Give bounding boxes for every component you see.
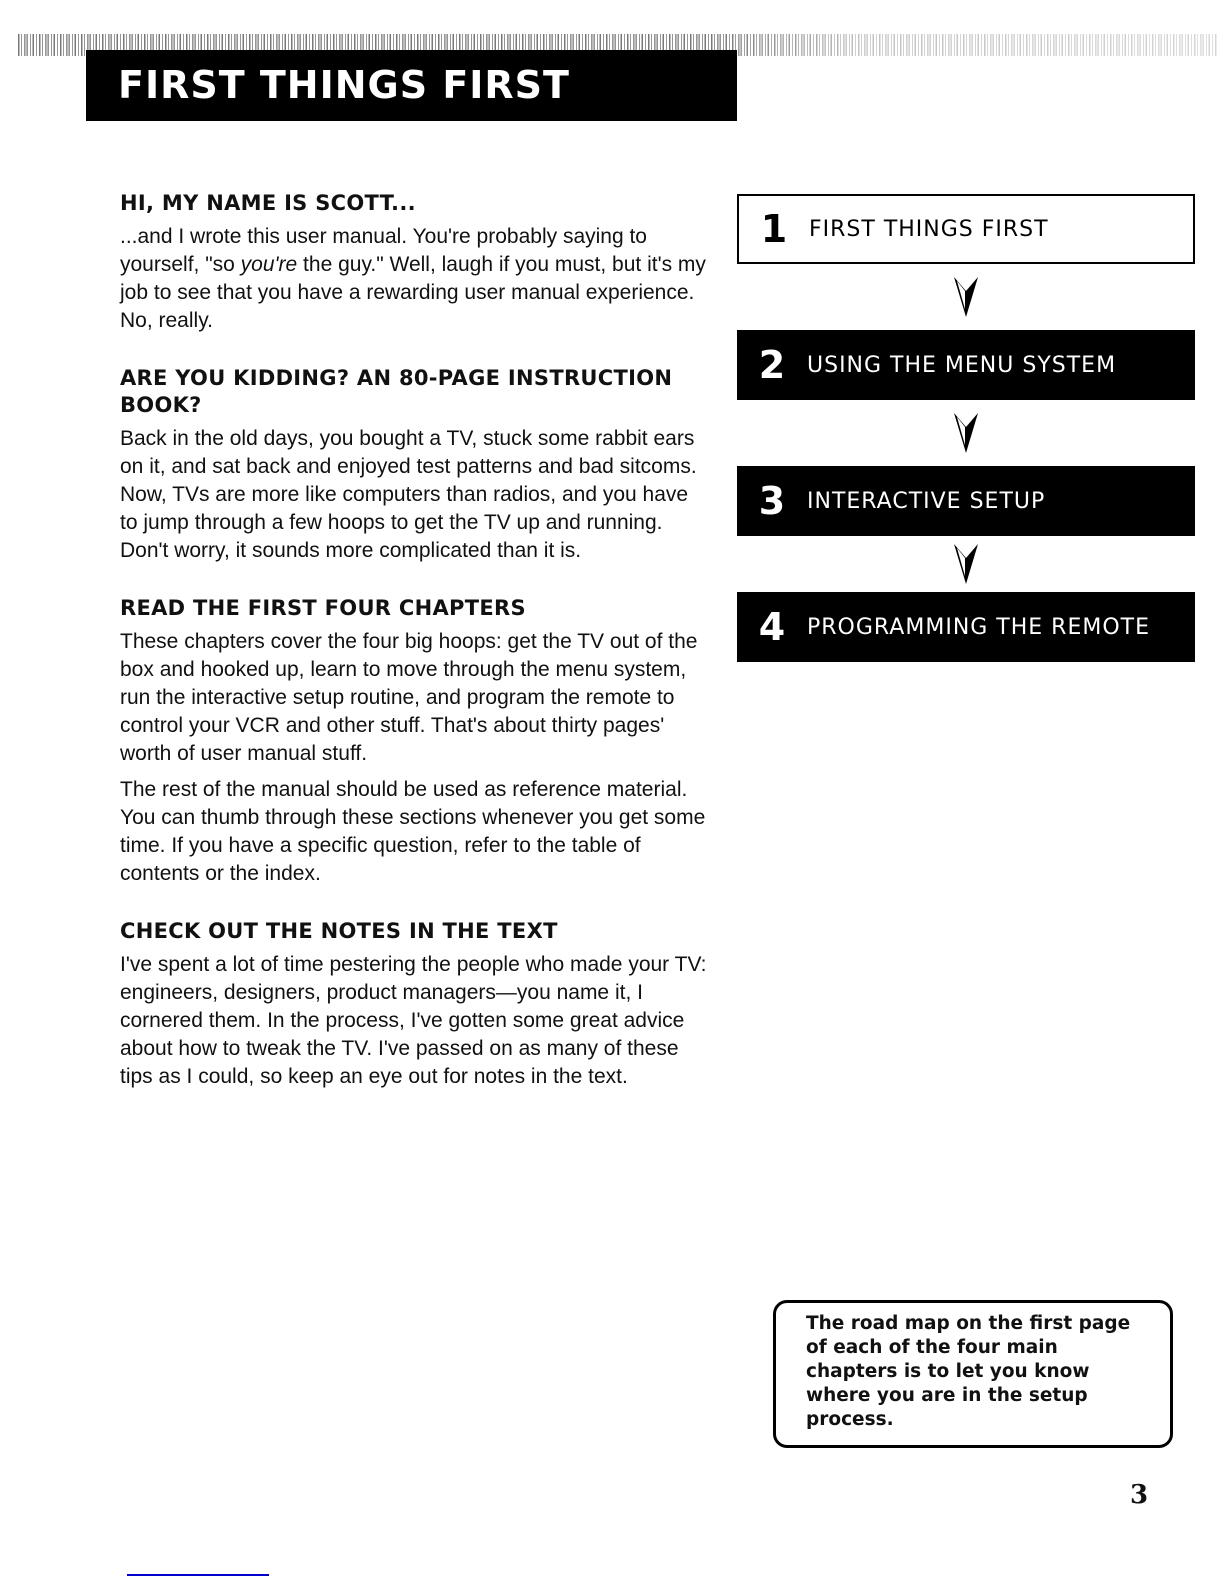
chapter-label: USING THE MENU SYSTEM — [807, 352, 1117, 378]
section-paragraph: Back in the old days, you bought a TV, stuck some rabbit ears on it, and sat back and enjoyed test patterns and bad sitcoms. Now, TVs are more like computers than radios, and you have to jump through a few hoops to get the TV up and running. Don't worry, it sounds more complicated than it is. — [120, 427, 697, 562]
roadmap-chapter-1 — [737, 194, 1195, 264]
section-paragraph: I've spent a lot of time pestering the people who made your TV: engineers, designers, product managers—you name it, I cornered them. In the process, I've gotten some great advice about how to tweak the TV. I've passed on as many of these tips as I could, so keep an eye out for notes in the text. — [120, 953, 707, 1088]
chapter-number: 1 — [760, 207, 788, 251]
section-heading: READ THE FIRST FOUR CHAPTERS — [120, 596, 526, 620]
section-paragraph: These chapters cover the four big hoops: get the TV out of the box and hooked up, learn to move through the menu system, run the interactive setup routine, and program the remote to control your VCR and other stuff. That's about thirty pages' worth of user manual stuff. — [120, 630, 698, 765]
note-text: The road map on the first page of each of the four main chapters is to let you know where you are in the setup process. — [806, 1313, 1131, 1430]
section-first-four — [120, 595, 710, 888]
body-column — [120, 190, 710, 1121]
section-paragraph: ...and I wrote this user manual. You're probably saying to yourself, "so you're the guy." Well, laugh if you must, but it's my job to see that you have a rewarding user manual experience. No, really. — [120, 225, 706, 332]
chapter-title-banner — [86, 50, 737, 121]
down-arrowhead-icon — [737, 400, 1195, 466]
section-80-page — [120, 365, 710, 565]
chapter-number: 4 — [758, 605, 786, 649]
page-title: FIRST THINGS FIRST — [118, 63, 570, 107]
section-heading: HI, MY NAME IS SCOTT... — [120, 191, 416, 215]
down-arrowhead-icon — [737, 264, 1195, 330]
section-heading: CHECK OUT THE NOTES IN THE TEXT — [120, 919, 558, 943]
chapter-label: INTERACTIVE SETUP — [807, 488, 1046, 514]
down-arrowhead-icon — [737, 536, 1195, 592]
chapter-label: PROGRAMMING THE REMOTE — [807, 614, 1151, 640]
footer-rule — [127, 1574, 269, 1576]
chapter-number: 3 — [758, 479, 786, 523]
chapter-number: 2 — [758, 343, 786, 387]
chapter-label: FIRST THINGS FIRST — [809, 216, 1049, 242]
chapter-roadmap — [737, 194, 1195, 662]
page-number: 3 — [1130, 1480, 1149, 1510]
section-intro — [120, 190, 710, 335]
section-paragraph: The rest of the manual should be used as reference material. You can thumb through these sections whenever you get some time. If you have a specific question, refer to the table of contents or the index. — [120, 778, 706, 885]
roadmap-chapter-3 — [737, 466, 1195, 536]
roadmap-chapter-2 — [737, 330, 1195, 400]
roadmap-note-callout — [773, 1300, 1173, 1448]
section-heading: ARE YOU KIDDING? AN 80-PAGE INSTRUCTION BOOK? — [120, 366, 673, 417]
roadmap-chapter-4 — [737, 592, 1195, 662]
section-notes — [120, 918, 710, 1091]
